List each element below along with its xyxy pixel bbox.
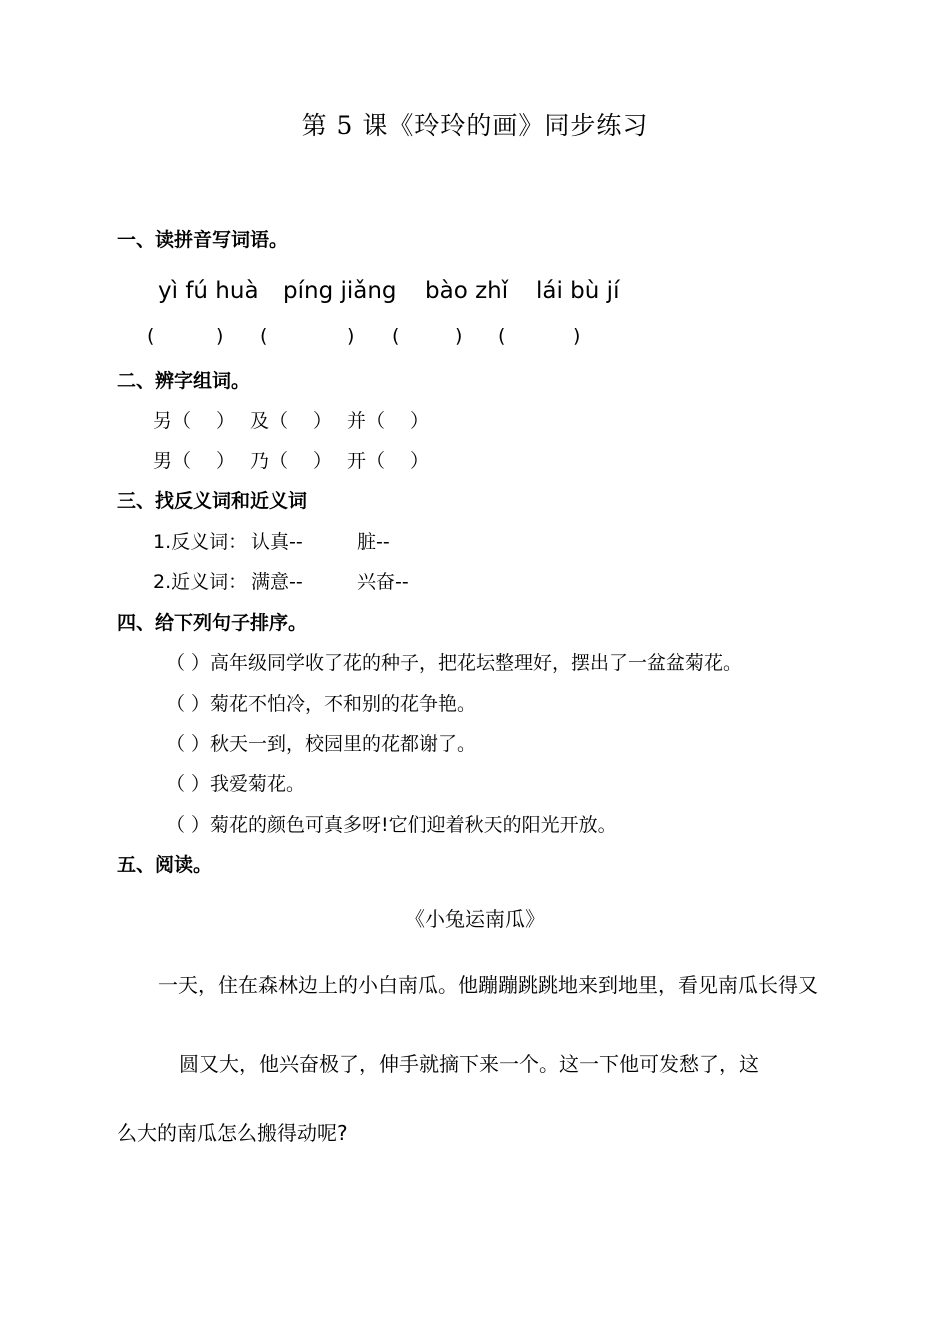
story-line: 一天，住在森林边上的小白南瓜。他蹦蹦跳跳地来到地里，看见南瓜长得又 bbox=[158, 973, 818, 997]
sentence-item: （ ）高年级同学收了花的种子，把花坛整理好，摆出了一盆盆菊花。 bbox=[166, 652, 743, 674]
section-5-heading: 五、阅读。 bbox=[117, 854, 213, 876]
word-group-item: 男（ ） bbox=[153, 450, 236, 472]
sentence-item: （ ）秋天一到，校园里的花都谢了。 bbox=[166, 733, 477, 755]
section-4-heading: 四、给下列句子排序。 bbox=[117, 612, 308, 634]
synonym-label: 2.近义词： bbox=[153, 571, 248, 593]
synonym-item: 兴奋-- bbox=[357, 571, 409, 593]
section-2-heading: 二、辨字组词。 bbox=[117, 370, 251, 392]
pinyin-4: lái bù jí bbox=[536, 278, 620, 304]
antonym-label: 1.反义词： bbox=[153, 531, 248, 553]
answer-blank-3-close: ) bbox=[455, 325, 463, 347]
story-title: 《小兔运南瓜》 bbox=[405, 907, 545, 931]
pinyin-1: yì fú huà bbox=[158, 278, 259, 304]
story-line: 圆又大，他兴奋极了，伸手就摘下来一个。这一下他可发愁了，这 bbox=[179, 1052, 759, 1076]
word-group-item: 另（ ） bbox=[153, 410, 236, 432]
antonym-item: 认真-- bbox=[251, 531, 303, 553]
section-3-heading: 三、找反义词和近义词 bbox=[117, 490, 308, 512]
answer-blank-1-open: ( bbox=[147, 325, 155, 347]
word-group-item: 并（ ） bbox=[347, 410, 430, 432]
synonym-item: 满意-- bbox=[251, 571, 303, 593]
word-group-item: 及（ ） bbox=[250, 410, 333, 432]
sentence-item: （ ）我爱菊花。 bbox=[166, 773, 306, 795]
answer-blank-1-close: ) bbox=[216, 325, 224, 347]
page-title: 第 5 课《玲玲的画》同步练习 bbox=[301, 111, 649, 140]
answer-blank-4-close: ) bbox=[573, 325, 581, 347]
word-group-item: 乃（ ） bbox=[250, 450, 333, 472]
section-1-heading: 一、读拼音写词语。 bbox=[117, 229, 289, 251]
answer-blank-2-close: ) bbox=[347, 325, 355, 347]
pinyin-2: píng jiǎng bbox=[283, 278, 397, 304]
word-group-item: 开（ ） bbox=[347, 450, 430, 472]
answer-blank-3-open: ( bbox=[392, 325, 400, 347]
antonym-item: 脏-- bbox=[357, 531, 390, 553]
sentence-item: （ ）菊花的颜色可真多呀!它们迎着秋天的阳光开放。 bbox=[166, 814, 617, 836]
sentence-item: （ ）菊花不怕冷，不和别的花争艳。 bbox=[166, 693, 477, 715]
pinyin-3: bào zhǐ bbox=[425, 278, 509, 304]
answer-blank-2-open: ( bbox=[260, 325, 268, 347]
answer-blank-4-open: ( bbox=[498, 325, 506, 347]
story-line: 么大的南瓜怎么搬得动呢? bbox=[117, 1121, 348, 1145]
